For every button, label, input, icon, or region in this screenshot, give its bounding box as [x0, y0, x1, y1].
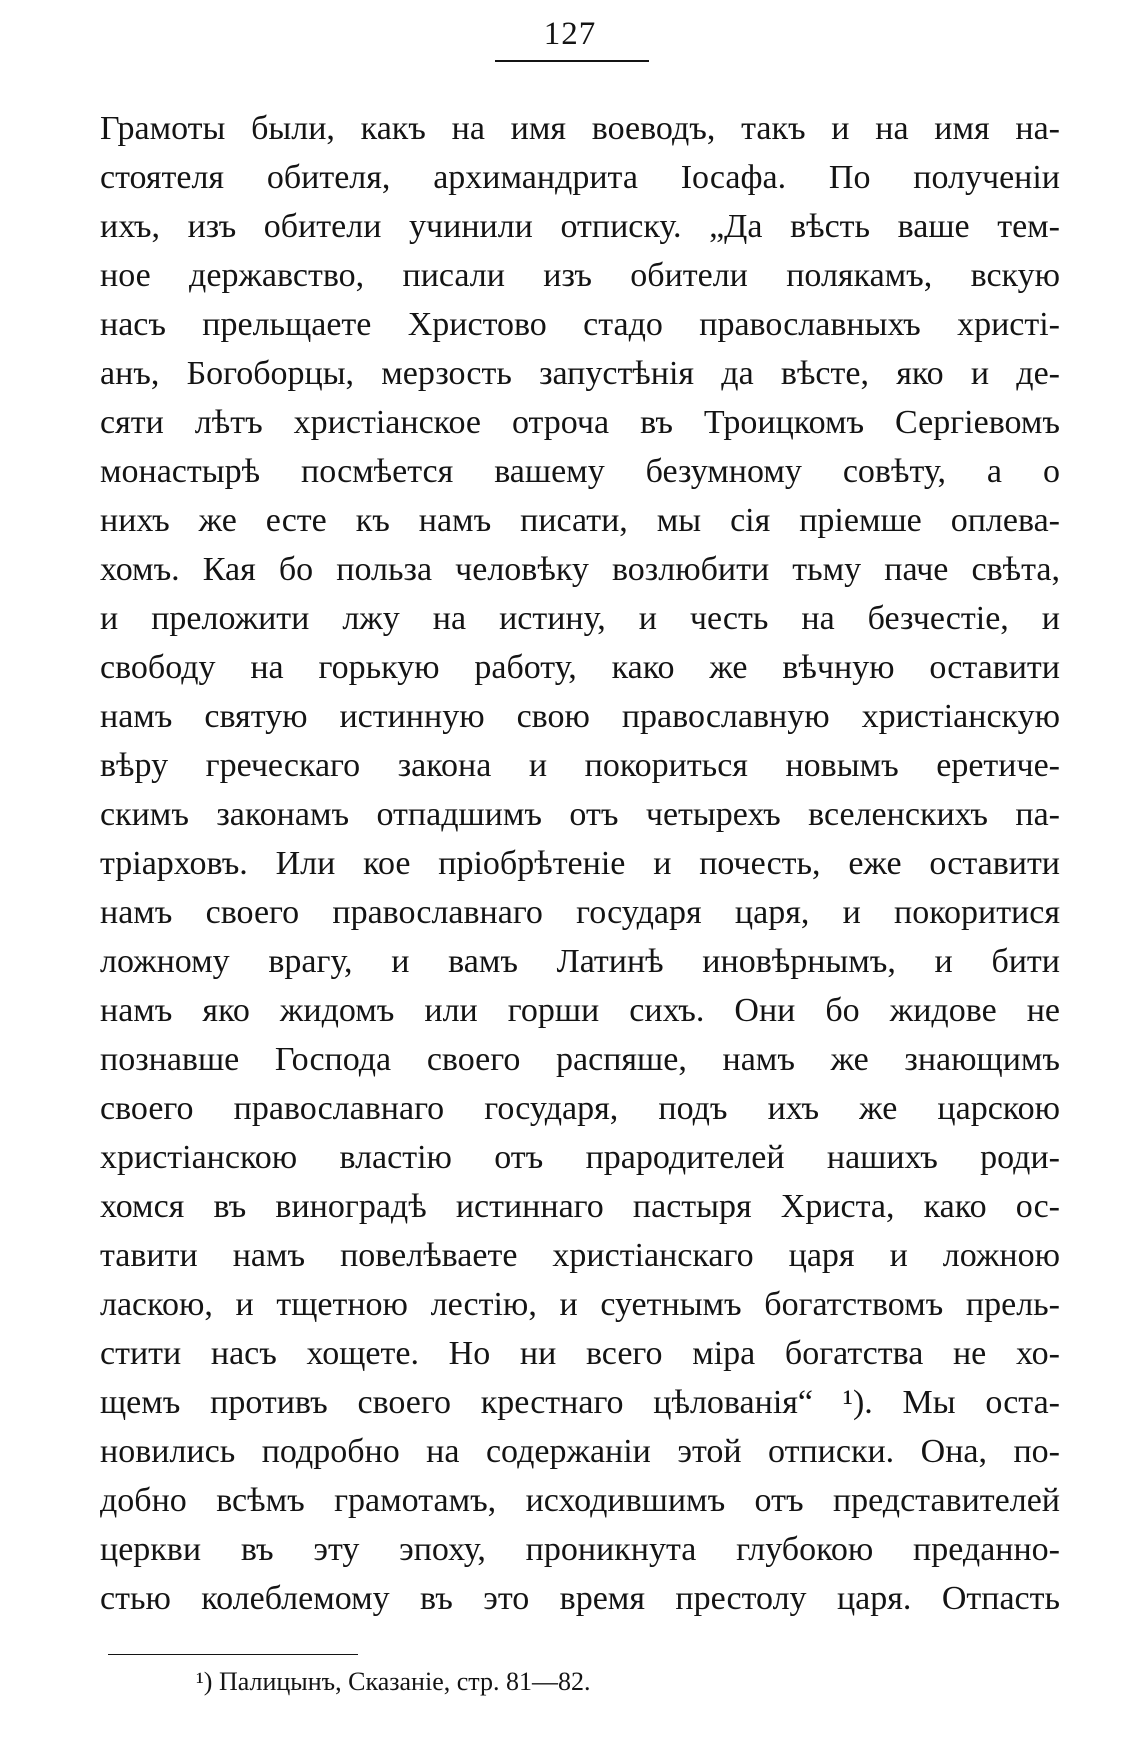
footnote-marker: ¹): [196, 1667, 213, 1696]
text-line: хомъ. Кая бо польза человѣку возлюбити тьму паче свѣта,: [100, 551, 1060, 588]
text-line: насъ прельщаете Христово стадо православныхъ христі-: [100, 306, 1060, 343]
text-line: намъ своего православнаго государя царя, и покоритися: [100, 894, 1060, 931]
footnote-rule: [108, 1654, 358, 1655]
text-line: ное державство, писали изъ обители полякамъ, вскую: [100, 257, 1060, 294]
footnote: [196, 1665, 590, 1699]
text-line: ложному врагу, и вамъ Латинѣ иновѣрнымъ, и бити: [100, 943, 1060, 980]
text-line: монастырѣ посмѣется вашему безумному совѣту, а о: [100, 453, 1060, 490]
text-line: и преложити лжу на истину, и честь на безчестіе, и: [100, 600, 1060, 637]
text-line: новились подробно на содержаніи этой отписки. Она, по-: [100, 1433, 1060, 1470]
text-line: нихъ же есте къ намъ писати, мы сія пріемше оплева-: [100, 502, 1060, 539]
page-number: 127: [543, 16, 597, 52]
text-line: тавити намъ повелѣваете христіанскаго царя и ложною: [100, 1237, 1060, 1274]
text-line: познавше Господа своего распяше, намъ же знающимъ: [100, 1041, 1060, 1078]
text-line: ихъ, изъ обители учинили отписку. „Да вѣсть ваше тем-: [100, 208, 1060, 245]
footnote-text: Палицынъ, Сказаніе, стр. 81—82.: [218, 1667, 591, 1696]
text-line: анъ, Богоборцы, мерзость запустѣнія да вѣсте, яко и де-: [100, 355, 1060, 392]
text-line: хомся въ виноградѣ истиннаго пастыря Христа, како ос-: [100, 1188, 1060, 1225]
text-line: стью колеблемому въ это время престолу царя. Отпасть: [100, 1580, 1060, 1617]
text-line: вѣру греческаго закона и покориться новымъ еретиче-: [100, 747, 1060, 784]
text-line: стоятеля обителя, архимандрита Іосафа. По полученіи: [100, 159, 1060, 196]
text-line: своего православнаго государя, подъ ихъ же царскою: [100, 1090, 1060, 1127]
text-line: Грамоты были, какъ на имя воеводъ, такъ и на имя на-: [100, 110, 1060, 147]
text-line: церкви въ эту эпоху, проникнута глубокою преданно-: [100, 1531, 1060, 1568]
text-line: намъ святую истинную свою православную христіанскую: [100, 698, 1060, 735]
text-line: добно всѣмъ грамотамъ, исходившимъ отъ представителей: [100, 1482, 1060, 1519]
text-line: скимъ законамъ отпадшимъ отъ четырехъ вселенскихъ па-: [100, 796, 1060, 833]
text-line: христіанскою властію отъ прародителей нашихъ роди-: [100, 1139, 1060, 1176]
text-line: намъ яко жидомъ или горши сихъ. Они бо жидове не: [100, 992, 1060, 1029]
header-rule: [495, 60, 649, 62]
text-line: щемъ противъ своего крестнаго цѣлованія“ ¹). Мы оста-: [100, 1384, 1060, 1421]
text-line: стити насъ хощете. Но ни всего міра богатства не хо-: [100, 1335, 1060, 1372]
text-line: ласкою, и тщетною лестію, и суетнымъ богатствомъ прель-: [100, 1286, 1060, 1323]
text-line: сяти лѣтъ христіанское отроча въ Троицкомъ Сергіевомъ: [100, 404, 1060, 441]
text-line: тріарховъ. Или кое пріобрѣтеніе и почесть, еже оставити: [100, 845, 1060, 882]
text-line: свободу на горькую работу, како же вѣчную оставити: [100, 649, 1060, 686]
body-text: [100, 104, 1060, 1623]
